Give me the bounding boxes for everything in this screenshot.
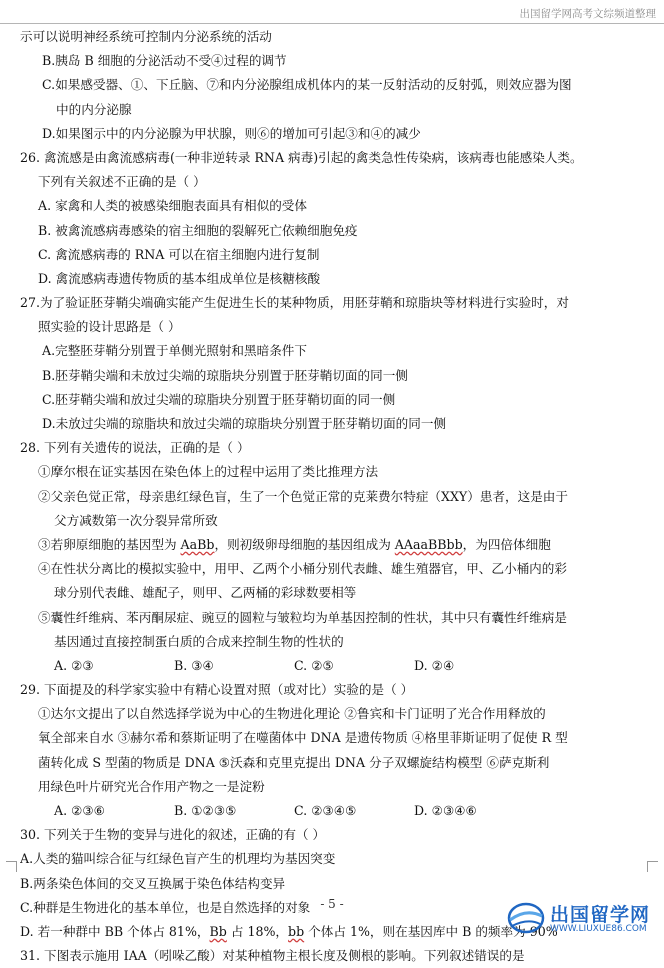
question-28-statement: ④在性状分离比的模拟实验中，用甲、乙两个小桶分别代表雌、雄生殖器官，甲、乙小桶内的彩 bbox=[38, 561, 567, 577]
question-28-statement: 父方减数第一次分裂异常所致 bbox=[54, 512, 218, 528]
question-27-stem: 27.为了验证胚芽鞘尖端确实能产生促进生长的某种物质，用胚芽鞘和琼脂块等材料进行实验时，对 bbox=[20, 295, 569, 311]
question-31-stem: 31. 下图表示施用 IAA（吲哚乙酸）对某种植物主根长度及侧根的影响。下列叙述错误的是 bbox=[20, 948, 525, 964]
question-29-statement: 氧全部来自水 ③赫尔希和蔡斯证明了在噬菌体中 DNA 是遗传物质 ④格里菲斯证明了促使 R 型 bbox=[38, 730, 568, 746]
question-27-option-c: C.胚芽鞘尖端和放过尖端的琼脂块分别置于胚芽鞘切面的同一侧 bbox=[42, 391, 396, 407]
question-30-option-c: C.种群是生物进化的基本单位，也是自然选择的对象 bbox=[20, 899, 311, 915]
text-span: ③若卵原细胞的基因型为 bbox=[38, 536, 181, 552]
header-divider bbox=[0, 23, 664, 24]
text-span: 个体占 1%，则在基因库中 B 的频率为 90% bbox=[304, 923, 558, 939]
genotype-text: AAaaBBbb bbox=[394, 536, 463, 552]
option-b: B. ③④ bbox=[174, 657, 214, 673]
question-28-statement: ②父亲色觉正常，母亲患红绿色盲，生了一个色觉正常的克莱费尔特症（XXY）患者，这是由于 bbox=[38, 488, 568, 504]
question-26-stem: 下列有关叙述不正确的是（ ） bbox=[38, 174, 206, 190]
text-span: ，则初级卵母细胞的基因组成为 bbox=[214, 536, 395, 552]
question-30-option-b: B.两条染色体间的交叉互换属于染色体结构变异 bbox=[20, 875, 286, 891]
option-c: C. ②③④⑤ bbox=[294, 803, 357, 818]
question-29-statement: 菌转化成 S 型菌的物质是 DNA ⑤沃森和克里克提出 DNA 分子双螺旋结构模型 ⑥萨克斯利 bbox=[38, 754, 550, 770]
page-header-title: 出国留学网高考文综频道整理 bbox=[519, 8, 656, 20]
question-28-stem: 28. 下列有关遗传的说法，正确的是（ ） bbox=[20, 440, 250, 456]
text-line: 示可以说明神经系统可控制内分泌系统的活动 bbox=[20, 29, 272, 44]
question-27-option-b: B.胚芽鞘尖端和未放过尖端的琼脂块分别置于胚芽鞘切面的同一侧 bbox=[42, 367, 408, 383]
option-a: A. ②③ bbox=[54, 657, 94, 673]
question-26-option-b: B. 被禽流感病毒感染的宿主细胞的裂解死亡依赖细胞免疫 bbox=[38, 222, 358, 238]
question-30-stem: 30. 下列关于生物的变异与进化的叙述，正确的有（ ） bbox=[20, 827, 326, 843]
watermark-title: 出国留学网 bbox=[550, 904, 651, 926]
question-30-option-a: A.人类的猫叫综合征与红绿色盲产生的机理均为基因突变 bbox=[20, 851, 336, 867]
question-29-statement: 用绿色叶片研究光合作用产物之一是淀粉 bbox=[38, 778, 265, 794]
question-29-statement: ①达尔文提出了以自然选择学说为中心的生物进化理论 ②鲁宾和卡门证明了光合作用释放的 bbox=[38, 706, 546, 722]
text-span: 占 18%， bbox=[226, 923, 289, 939]
option-b: B. ①②③⑤ bbox=[174, 803, 237, 818]
genotype-text: Bb bbox=[209, 923, 227, 939]
text-line: 中的内分泌腺 bbox=[56, 101, 132, 117]
option-d: D. ②④ bbox=[414, 657, 455, 673]
question-28-statement: 基因通过直接控制蛋白质的合成来控制生物的性状的 bbox=[54, 633, 344, 649]
question-26-stem: 26. 禽流感是由禽流感病毒(一种非逆转录 RNA 病毒)引起的禽类急性传染病，该病毒也能感染人类。 bbox=[20, 149, 583, 165]
question-28-statement: ①摩尔根在证实基因在染色体上的过程中运用了类比推理方法 bbox=[38, 464, 379, 480]
option-c: C. ②⑤ bbox=[294, 657, 334, 673]
option-d: D. ②③④⑥ bbox=[414, 803, 477, 818]
text-line: C.如果感受器、①、下丘脑、⑦和内分泌腺组成机体内的某一反射活动的反射弧，则效应器为图 bbox=[42, 77, 572, 93]
text-line: B.胰岛 B 细胞的分泌活动不受④过程的调节 bbox=[42, 53, 287, 69]
question-28-statement: 球分别代表雌、雄配子，则甲、乙两桶的彩球数要相等 bbox=[54, 585, 357, 601]
document-body bbox=[20, 25, 650, 968]
crop-mark-left bbox=[6, 861, 17, 872]
question-27-option-d: D.未放过尖端的琼脂块和放过尖端的琼脂块分别置于胚芽鞘切面的同一侧 bbox=[42, 416, 447, 431]
watermark-url: WWW.LIUXUE86.COM bbox=[550, 924, 647, 934]
text-span: D. 若一种群中 BB 个体占 81%， bbox=[20, 923, 210, 939]
question-27-stem: 照实验的设计思路是（ ） bbox=[38, 319, 181, 335]
question-26-option-d: D. 禽流感病毒遗传物质的基本组成单位是核糖核酸 bbox=[38, 270, 321, 286]
genotype-text: bb bbox=[288, 923, 305, 939]
question-26-option-a: A. 家禽和人类的被感染细胞表面具有相似的受体 bbox=[38, 198, 307, 214]
text-span: ，为四倍体细胞 bbox=[462, 536, 551, 552]
question-28-statement: ⑤囊性纤维病、苯丙酮尿症、豌豆的圆粒与皱粒均为单基因控制的性状，其中只有囊性纤维病是 bbox=[38, 609, 567, 625]
page-number: - 5 - bbox=[320, 897, 344, 911]
genotype-text: AaBb bbox=[180, 536, 215, 552]
question-29-stem: 29. 下面提及的科学家实验中有精心设置对照（或对比）实验的是（ ） bbox=[20, 682, 414, 698]
option-a: A. ②③⑥ bbox=[54, 803, 105, 818]
question-29-options bbox=[20, 799, 650, 823]
globe-icon bbox=[506, 900, 546, 936]
site-watermark-logo bbox=[506, 898, 662, 940]
question-27-option-a: A.完整胚芽鞘分别置于单侧光照射和黑暗条件下 bbox=[42, 343, 307, 359]
question-26-option-c: C. 禽流感病毒的 RNA 可以在宿主细胞内进行复制 bbox=[38, 246, 320, 262]
question-28-statement bbox=[20, 533, 650, 557]
text-line: D.如果图示中的内分泌腺为甲状腺，则⑥的增加可引起③和④的减少 bbox=[42, 125, 421, 141]
question-28-options bbox=[20, 654, 650, 678]
